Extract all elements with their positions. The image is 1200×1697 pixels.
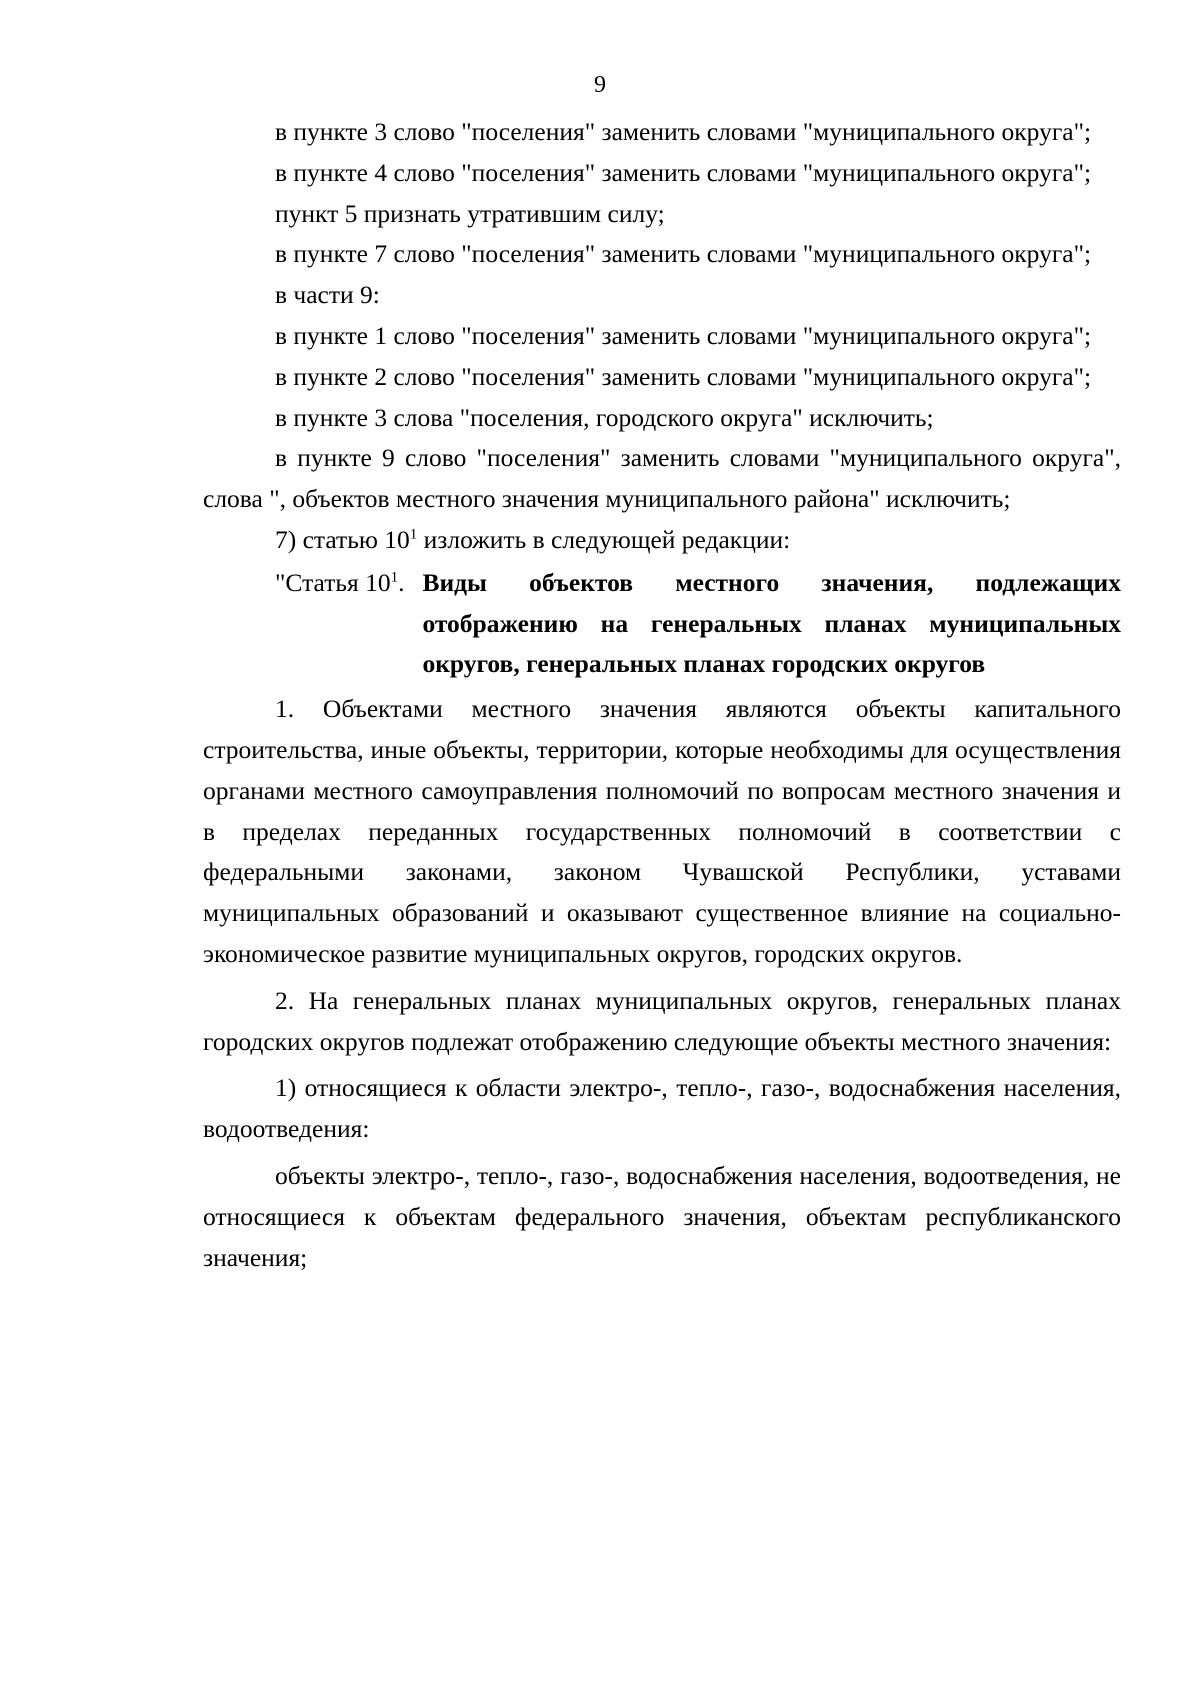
paragraph: объекты электро-, тепло-, газо-, водоснабжения населения, водоотведения, не относящиеся к объектам федерального значения, объектам республиканского значения; <box>203 1160 1121 1272</box>
paragraph: в пункте 9 слово "поселения" заменить словами "муниципального округа", слова ", объектов местного значения муниципального района" исключить; <box>203 443 1121 514</box>
article-heading <box>203 563 1121 685</box>
paragraph: 2. На генеральных планах муниципальных округов, генеральных планах городских округов подлежат отображению следующие объекты местного значения: <box>203 985 1121 1056</box>
paragraph: в пункте 3 слово "поселения" заменить словами "муниципального округа"; <box>275 117 1092 146</box>
paragraph: 1. Объектами местного значения являются объекты капитального строительства, иные объекты, территории, которые необходимы для осуществления органами местного самоуправления полномочий по вопросам местного значения и в пределах переданных государственных полномочий в соответствии с федеральными законами, законом Чувашской Республики, уставами муниципальных образований и оказывают существенное влияние на социально-экономическое развитие муниципальных округов, городских округов. <box>203 694 1121 968</box>
item-7-superscript: 1 <box>409 526 418 543</box>
item-7-text-rest: изложить в следующей редакции: <box>417 524 791 554</box>
article-label-suffix: . <box>398 567 405 597</box>
document-body <box>203 112 1121 1278</box>
article-label-superscript: 1 <box>390 569 399 586</box>
paragraph: в пункте 7 слово "поселения" заменить словами "муниципального округа"; <box>275 239 1092 269</box>
article-label <box>275 563 404 685</box>
paragraph: в пункте 2 слово "поселения" заменить словами "муниципального округа"; <box>275 361 1092 391</box>
page-number: 9 <box>594 72 606 98</box>
paragraph: 1) относящиеся к области электро-, тепло-, газо-, водоснабжения населения, водоотведения: <box>203 1073 1121 1144</box>
paragraph: в пункте 3 слова "поселения, городского округа" исключить; <box>275 402 934 432</box>
item-7-paragraph <box>203 520 1121 561</box>
item-7-text: 7) статью 10 <box>275 524 410 554</box>
article-title: Виды объектов местного значения, подлежащих отображению на генеральных планах муниципальных округов, генеральных планах городских округов <box>422 567 1121 679</box>
paragraph: в части 9: <box>275 280 380 310</box>
paragraph: в пункте 4 слово "поселения" заменить словами "муниципального округа"; <box>275 157 1092 187</box>
article-label-prefix: "Статья 10 <box>275 567 391 597</box>
paragraph: в пункте 1 слово "поселения" заменить словами "муниципального округа"; <box>275 320 1092 350</box>
paragraph: пункт 5 признать утратившим силу; <box>275 198 665 228</box>
